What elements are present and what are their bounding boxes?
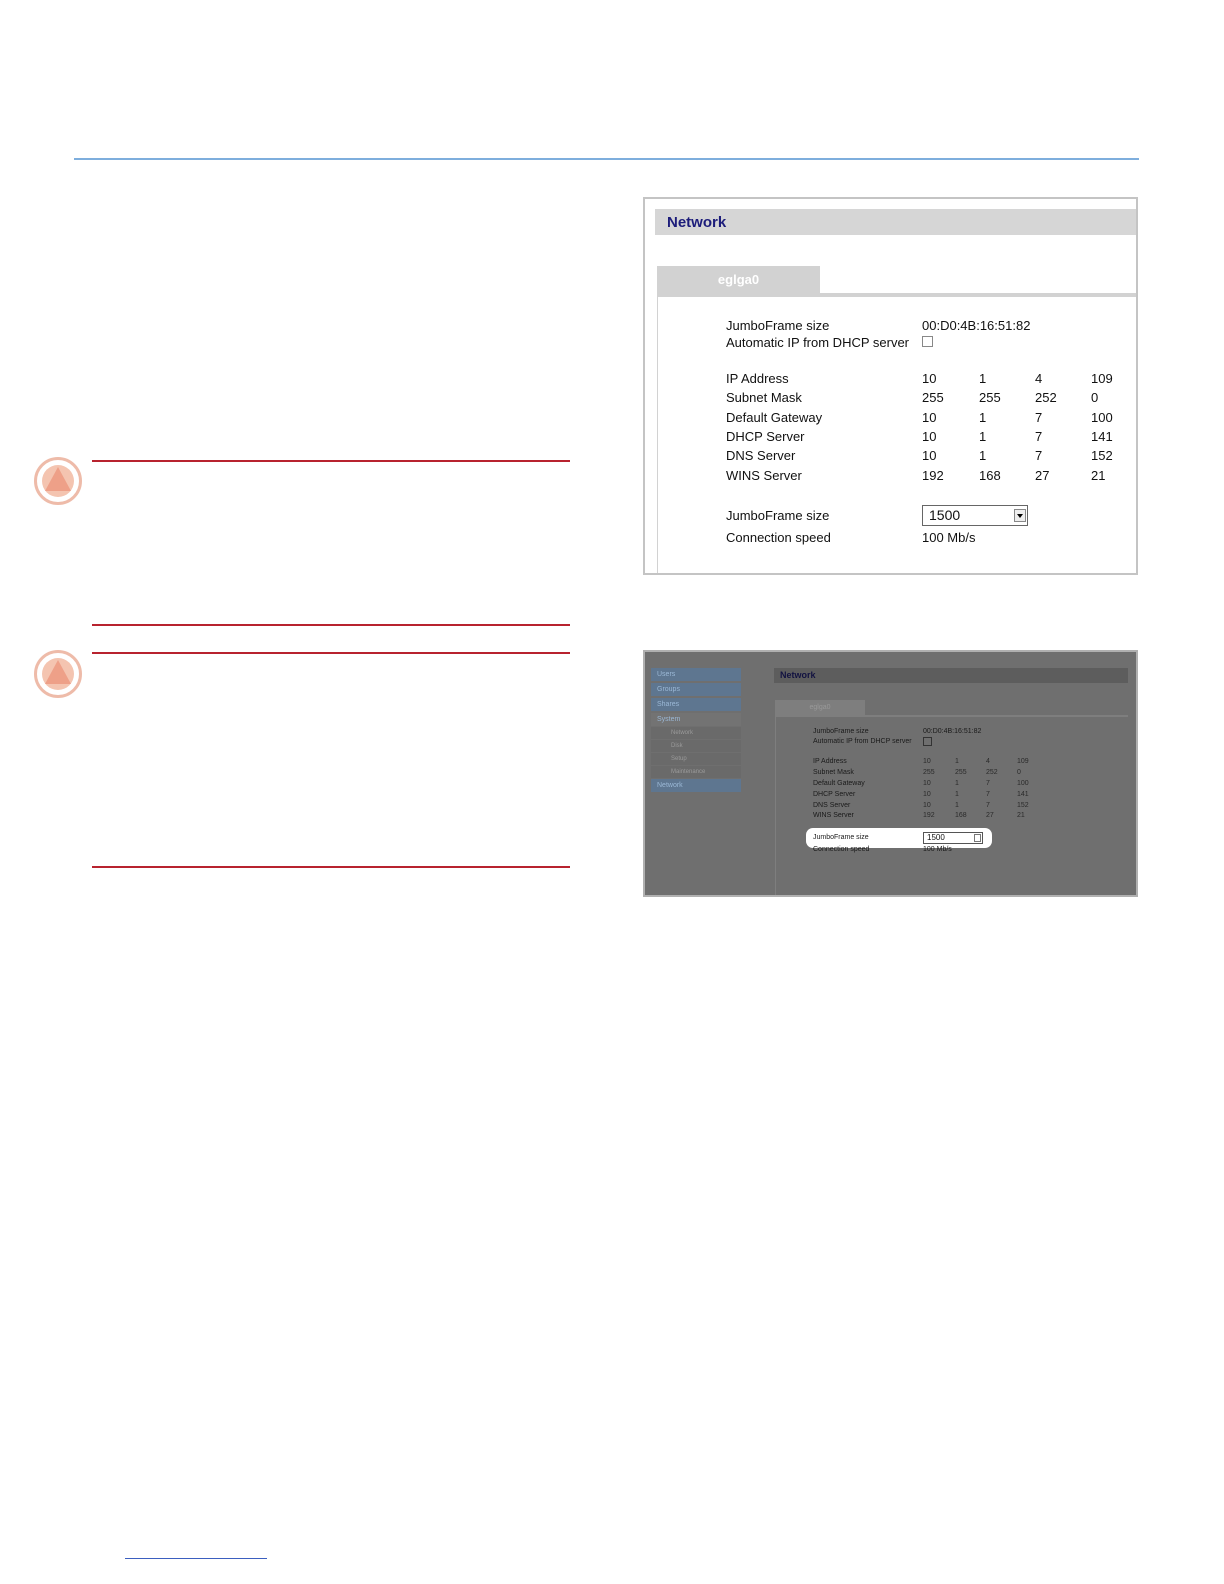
ip-octet[interactable]: 7	[1035, 429, 1043, 444]
ip-octet[interactable]: 10	[923, 780, 931, 787]
row-label: DHCP Server	[726, 429, 805, 444]
row-label: Default Gateway	[726, 410, 823, 425]
dhcp-checkbox[interactable]	[922, 336, 933, 347]
warning-triangle-icon	[34, 457, 82, 505]
ip-octet[interactable]: 255	[979, 390, 1001, 405]
ip-octet[interactable]: 0	[1017, 769, 1021, 776]
tab-eglga0[interactable]: eglga0	[657, 266, 820, 293]
row-label: IP Address	[726, 371, 789, 386]
jumbo-frame-value: 1500	[929, 507, 961, 523]
title-bar	[774, 668, 1128, 683]
chevron-down-icon[interactable]	[974, 834, 981, 842]
row-label: DNS Server	[813, 802, 851, 809]
ip-octet[interactable]: 10	[922, 371, 937, 386]
ip-octet[interactable]: 7	[986, 780, 990, 787]
ip-octet[interactable]: 10	[922, 410, 937, 425]
sidebar-item-groups[interactable]: Groups	[651, 683, 741, 696]
warning-triangle-icon	[34, 650, 82, 698]
ip-octet[interactable]: 10	[923, 791, 931, 798]
jumbo-frame-select[interactable]	[923, 832, 983, 844]
dhcp-label: Automatic IP from DHCP server	[813, 738, 912, 745]
ip-octet[interactable]: 10	[922, 429, 937, 444]
sidebar-subitem-setup[interactable]: Setup	[651, 753, 741, 765]
ip-octet[interactable]: 21	[1017, 812, 1025, 819]
ip-octet[interactable]: 10	[923, 758, 931, 765]
jumbo-label: JumboFrame size	[726, 508, 830, 523]
warning-rule-top	[92, 652, 570, 654]
ip-octet[interactable]: 192	[923, 812, 935, 819]
ip-octet[interactable]: 100	[1091, 410, 1113, 425]
mac-value: 00:D0:4B:16:51:82	[922, 318, 1031, 333]
ip-octet[interactable]: 1	[955, 780, 959, 787]
speed-label: Connection speed	[813, 846, 870, 853]
ip-octet[interactable]: 141	[1091, 429, 1113, 444]
sidebar-item-shares[interactable]: Shares	[651, 698, 741, 711]
warning-rule-bottom	[92, 624, 570, 626]
ip-octet[interactable]: 255	[922, 390, 944, 405]
page-title: Network	[667, 214, 727, 231]
ip-octet[interactable]: 0	[1091, 390, 1099, 405]
row-label: Subnet Mask	[813, 769, 854, 776]
header-rule	[74, 158, 1139, 160]
ip-octet[interactable]: 141	[1017, 791, 1029, 798]
ip-octet[interactable]: 27	[986, 812, 994, 819]
mac-value: 00:D0:4B:16:51:82	[923, 728, 982, 735]
row-label: DHCP Server	[813, 791, 856, 798]
speed-value: 100 Mb/s	[923, 846, 952, 853]
sidebar-item-users[interactable]: Users	[651, 668, 741, 681]
title-bar	[655, 209, 1136, 235]
panel-border	[657, 297, 658, 573]
network-highlight-screenshot	[643, 650, 1138, 897]
ip-octet[interactable]: 100	[1017, 780, 1029, 787]
dhcp-checkbox[interactable]	[923, 737, 932, 746]
row-label: Default Gateway	[813, 780, 865, 787]
ip-octet[interactable]: 7	[1035, 448, 1043, 463]
speed-value: 100 Mb/s	[922, 530, 976, 545]
ip-octet[interactable]: 7	[986, 802, 990, 809]
sidebar-subitem-maintenance[interactable]: Maintenance	[651, 766, 741, 778]
ip-octet[interactable]: 4	[1035, 371, 1043, 386]
ip-octet[interactable]: 7	[1035, 410, 1043, 425]
jumbo-frame-value: 1500	[927, 833, 945, 842]
sidebar-subitem-network[interactable]: Network	[651, 727, 741, 739]
row-label: DNS Server	[726, 448, 796, 463]
sidebar-item-network[interactable]: Network	[651, 779, 741, 792]
ip-octet[interactable]: 152	[1091, 448, 1113, 463]
row-label: Subnet Mask	[726, 390, 802, 405]
ip-octet[interactable]: 152	[1017, 802, 1029, 809]
tab-underline	[657, 293, 1136, 297]
ip-octet[interactable]: 192	[922, 468, 944, 483]
ip-octet[interactable]: 27	[1035, 468, 1050, 483]
mac-label: JumboFrame size	[726, 318, 830, 333]
ip-octet[interactable]: 168	[955, 812, 967, 819]
page-title: Network	[780, 670, 816, 680]
speed-label: Connection speed	[726, 530, 831, 545]
ip-octet[interactable]: 1	[955, 758, 959, 765]
ip-octet[interactable]: 252	[986, 769, 998, 776]
row-label: WINS Server	[813, 812, 854, 819]
ip-octet[interactable]: 1	[979, 410, 987, 425]
row-label: WINS Server	[726, 468, 802, 483]
ip-octet[interactable]: 21	[1091, 468, 1106, 483]
chevron-down-icon[interactable]	[1014, 509, 1026, 522]
ip-octet[interactable]: 255	[923, 769, 935, 776]
footer-link-underline[interactable]	[125, 1558, 267, 1559]
mac-label: JumboFrame size	[813, 728, 869, 735]
ip-octet[interactable]: 255	[955, 769, 967, 776]
ip-octet[interactable]: 109	[1091, 371, 1113, 386]
ip-octet[interactable]: 1	[955, 802, 959, 809]
ip-octet[interactable]: 1	[979, 448, 987, 463]
row-label: IP Address	[813, 758, 847, 765]
ip-octet[interactable]: 10	[922, 448, 937, 463]
ip-octet[interactable]: 168	[979, 468, 1001, 483]
ip-octet[interactable]: 10	[923, 802, 931, 809]
ip-octet[interactable]: 252	[1035, 390, 1057, 405]
ip-octet[interactable]: 7	[986, 791, 990, 798]
warning-rule-bottom	[92, 866, 570, 868]
sidebar-item-system[interactable]: System	[651, 713, 741, 726]
jumbo-label: JumboFrame size	[813, 834, 869, 841]
warning-rule-top	[92, 460, 570, 462]
jumbo-frame-select[interactable]	[922, 505, 1028, 526]
ip-octet[interactable]: 1	[979, 371, 987, 386]
network-settings-screenshot	[643, 197, 1138, 575]
ip-octet[interactable]: 1	[955, 791, 959, 798]
tab-eglga0[interactable]: eglga0	[775, 700, 865, 715]
ip-octet[interactable]: 1	[979, 429, 987, 444]
ip-octet[interactable]: 109	[1017, 758, 1029, 765]
ip-octet[interactable]: 4	[986, 758, 990, 765]
dhcp-label: Automatic IP from DHCP server	[726, 335, 910, 350]
sidebar-subitem-disk[interactable]: Disk	[651, 740, 741, 752]
